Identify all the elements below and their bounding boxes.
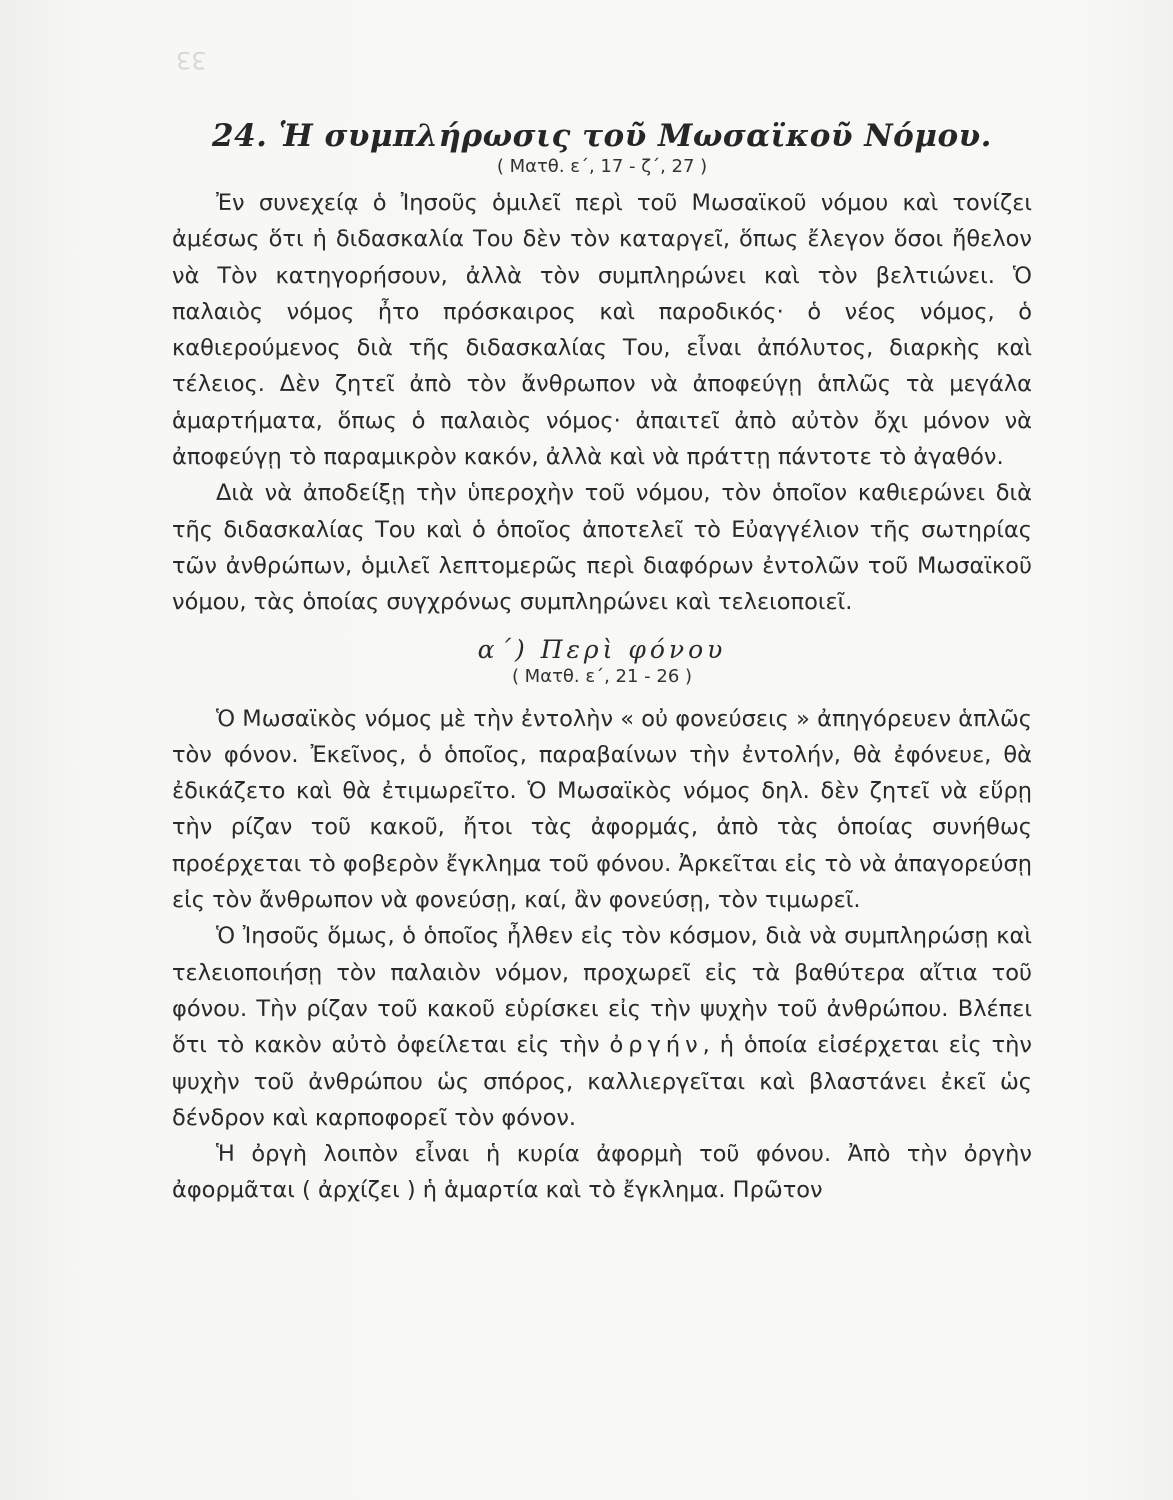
section-paragraph-2 [172,918,1032,1136]
section-paragraph-2-text-after: , ἡ ὁποία εἰσέρχεται εἰς τὴν ψυχὴν τοῦ ἀνθρώπου ὡς σπόρος, καλλιεργεῖται καὶ βλαστάνει ἐκεῖ ὡς δένδρον καὶ καρποφορεῖ τὸν φόνον. [172,1032,1032,1131]
emphasized-word-orgi: ὀργήν [609,1032,703,1059]
text-block [172,118,1032,1209]
section-paragraph-3: Ἡ ὀργὴ λοιπὸν εἶναι ἡ κυρία ἀφορμὴ τοῦ φόνου. Ἀπὸ τὴν ὀργὴν ἀφορμᾶται ( ἀρχίζει ) ἡ ἁμαρτία καὶ τὸ ἔγκλημα. Πρῶτον [172,1141,1032,1204]
section-paragraph-1: Ὁ Μωσαϊκὸς νόμος μὲ τὴν ἐντολὴν « οὐ φονεύσεις » ἀπηγόρευεν ἁπλῶς τὸν φόνον. Ἐκεῖνος, ὁ ὁποῖος, παραβαίνων τὴν ἐντολήν, θὰ ἐφόνευε, θὰ ἐδικάζετο καὶ θὰ ἐτιμωρεῖτο. Ὁ Μωσαϊκὸς νόμος δηλ. δὲν ζητεῖ νὰ εὕρῃ τὴν ρίζαν τοῦ κακοῦ, ἤτοι τὰς ἀφορμάς, ἀπὸ τὰς ὁποίας συνήθως προέρχεται τὸ φοβερὸν ἔγκλημα τοῦ φόνου. Ἀρκεῖται εἰς τὸ νὰ ἀπαγορεύσῃ εἰς τὸν ἄνθρωπον νὰ φονεύσῃ, καί, ἂν φονεύσῃ, τὸν τιμωρεῖ. [172,705,1032,914]
section-paragraph-2-text-before: Ὁ Ἰησοῦς ὅμως, ὁ ὁποῖος ἦλθεν εἰς τὸν κόσμον, διὰ νὰ συμπληρώσῃ καὶ τελειοποιήσῃ τὸν παλαιὸν νόμον, προχωρεῖ εἰς τὰ βαθύτερα αἴτια τοῦ φόνου. Τὴν ρίζαν τοῦ κακοῦ εὑρίσκει εἰς τὴν ψυχὴν τοῦ ἀνθρώπου. Βλέπει ὅτι τὸ κακὸν αὐτὸ ὀφείλεται εἰς τὴν [172,923,1032,1059]
intro-paragraph-1: Ἐν συνεχείᾳ ὁ Ἰησοῦς ὁμιλεῖ περὶ τοῦ Μωσαϊκοῦ νόμου καὶ τονίζει ἀμέσως ὅτι ἡ διδασκαλία Του δὲν τὸν καταργεῖ, ὅπως ἔλεγον ὅσοι ἤθελον νὰ Τὸν κατηγορήσουν, ἀλλὰ τὸν συμπληρώνει καὶ τὸν βελτιώνει. Ὁ παλαιὸς νόμος ἦτο πρόσκαιρος καὶ παροδικός· ὁ νέος νόμος, ὁ καθιερούμενος διὰ τῆς διδασκαλίας Του, εἶναι ἀπόλυτος, διαρκὴς καὶ τέλειος. Δὲν ζητεῖ ἀπὸ τὸν ἄνθρωπον νὰ ἀποφεύγῃ ἁπλῶς τὰ μεγάλα ἁμαρτήματα, ὅπως ὁ παλαιὸς νόμος· ἀπαιτεῖ ἀπὸ αὐτὸν ὄχι μόνον νὰ ἀποφεύγῃ τὸ παραμικρὸν κακόν, ἀλλὰ καὶ νὰ πράττῃ πάντοτε τὸ ἀγαθόν. [172,190,1032,471]
chapter-reference: ( Ματθ. ε΄, 17 - ζ΄, 27 ) [496,156,708,177]
section-heading: α΄) Περὶ φόνου [477,634,727,664]
page-number: 33 [176,46,207,74]
intro-paragraph-2: Διὰ νὰ ἀποδείξῃ τὴν ὑπεροχὴν τοῦ νόμου, τὸν ὁποῖον καθιερώνει διὰ τῆς διδασκαλίας Του καὶ ὁ ὁποῖος ἀποτελεῖ τὸ Εὐαγγέλιον τῆς σωτηρίας τῶν ἀνθρώπων, ὁμιλεῖ λεπτομερῶς περὶ διαφόρων ἐντολῶν τοῦ Μωσαϊκοῦ νόμου, τὰς ὁποίας συγχρόνως συμπληρώνει καὶ τελειοποιεῖ. [172,480,1032,616]
section-reference: ( Ματθ. ε΄, 21 - 26 ) [511,665,693,687]
chapter-title: 24. Ἡ συμπλήρωσις τοῦ Μωσαϊκοῦ Νόμου. [212,118,992,154]
